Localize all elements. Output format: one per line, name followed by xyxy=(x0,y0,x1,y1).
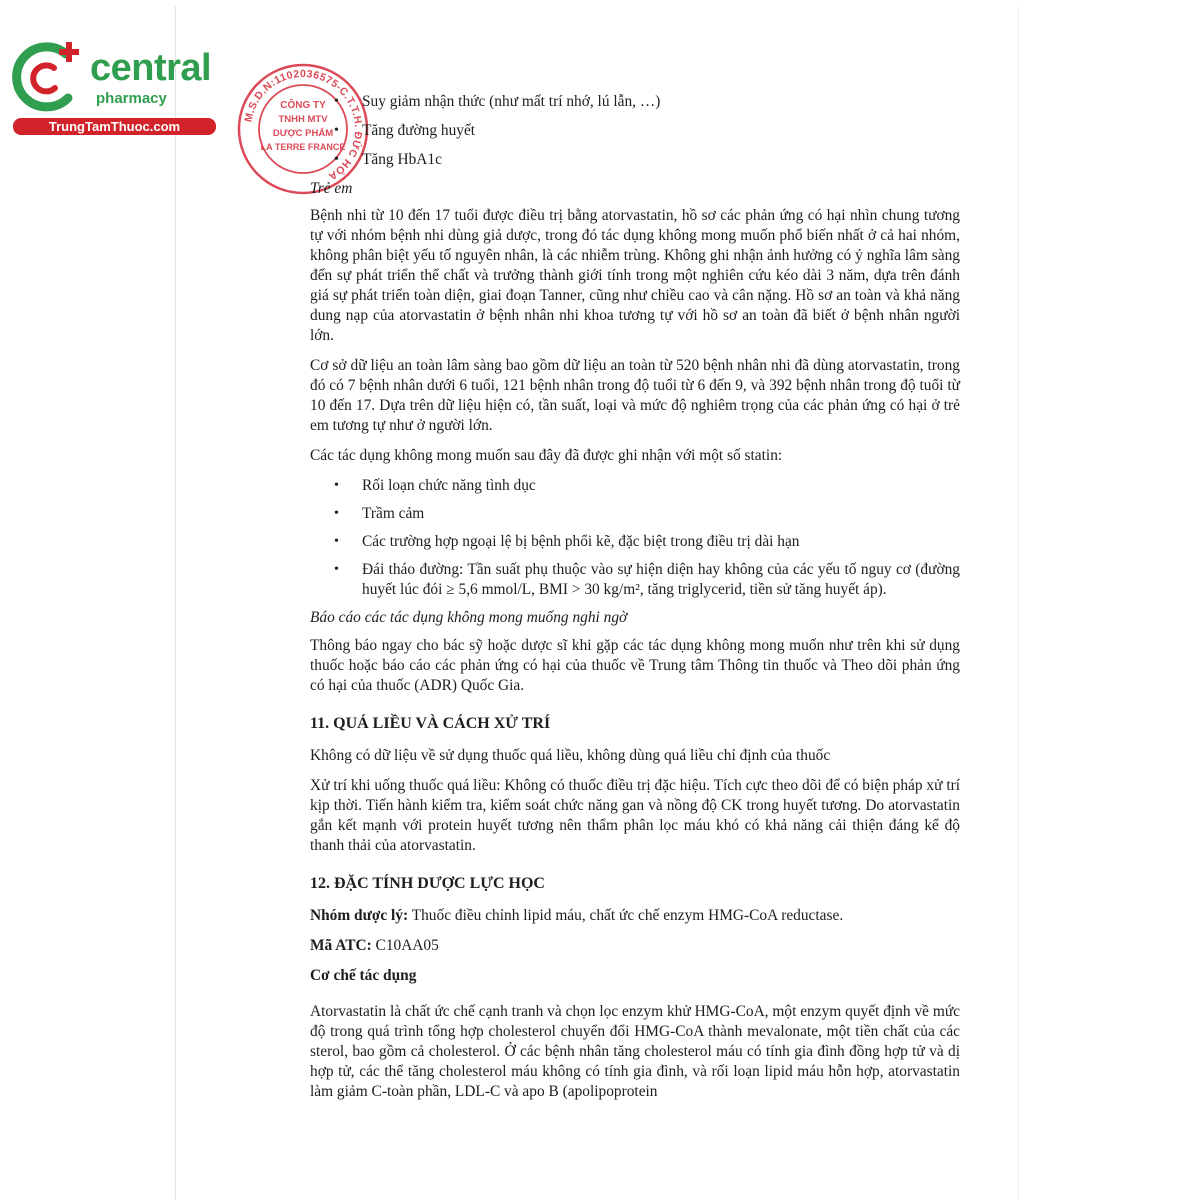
stamp-line-4: LA TERRE FRANCE xyxy=(260,142,346,152)
children-heading: Trẻ em xyxy=(310,180,353,197)
list-item: • Rối loạn chức năng tình dục xyxy=(310,476,960,496)
pharmacological-group xyxy=(310,906,960,926)
stamp-ring-text: M.S.D.N:1102036575-C.T.T.H. ĐỨC HÒA xyxy=(242,67,365,183)
adverse-effects-list xyxy=(310,92,960,170)
list-item: • Đái tháo đường: Tần suất phụ thuộc vào sự hiện diện hay không của các yếu tố nguy cơ (đường huyết lúc đói ≥ 5,6 mmol/L, BMI > 30 kg/m², tăng triglycerid, tiền sử tăng huyết áp). xyxy=(310,560,960,600)
logo-mark-icon xyxy=(8,40,90,118)
list-item: • Suy giảm nhận thức (như mất trí nhớ, lú lẫn, …) xyxy=(310,92,960,112)
atc-label: Mã ATC: xyxy=(310,937,372,954)
stamp-line-3: DƯỢC PHẨM xyxy=(272,128,334,139)
stamp-line-1: CÔNG TY xyxy=(280,100,326,111)
atc-code xyxy=(310,936,960,956)
logo-subtitle: pharmacy xyxy=(96,90,167,107)
children-paragraph-3: Các tác dụng không mong muốn sau đây đã được ghi nhận với một số statin: xyxy=(310,447,783,464)
report-paragraph: Thông báo ngay cho bác sỹ hoặc dược sĩ khi gặp các tác dụng không mong muốn như trên khi sử dụng thuốc hoặc báo cáo các phản ứng có hại của thuốc về Trung tâm Thông tin thuốc và Theo dõi phản ứng có hại của thuốc (ADR) Quốc Gia. xyxy=(310,637,960,694)
section-11-paragraph-1: Không có dữ liệu về sử dụng thuốc quá liều, không dùng quá liều chỉ định của thuốc xyxy=(310,747,831,764)
list-item: • Tăng HbA1c xyxy=(310,150,960,170)
statin-effects-list xyxy=(310,476,960,600)
atc-value: C10AA05 xyxy=(371,937,439,954)
stamp-line-2: TNHH MTV xyxy=(278,114,328,125)
central-pharmacy-logo[interactable] xyxy=(8,40,218,135)
section-11-paragraph-2: Xử trí khi uống thuốc quá liều: Không có thuốc điều trị đặc hiệu. Tích cực theo dõi để có biện pháp xử trí kịp thời. Tiến hành kiểm tra, kiểm soát chức năng gan và nồng độ CK trong huyết tương. Do atorvastatin gắn kết mạnh với protein huyết tương nên thẩm phân lọc máu khó có khả năng cải thiện đáng kể độ thanh thải của atorvastatin. xyxy=(310,777,960,854)
list-item: • Tăng đường huyết xyxy=(310,121,960,141)
document-content xyxy=(310,92,960,1112)
mechanism-heading: Cơ chế tác dụng xyxy=(310,967,417,984)
report-heading: Báo cáo các tác dụng không mong muống nghi ngờ xyxy=(310,609,628,626)
section-12-heading: 12. ĐẶC TÍNH DƯỢC LỰC HỌC xyxy=(310,875,545,892)
section-11-heading: 11. QUÁ LIỀU VÀ CÁCH XỬ TRÍ xyxy=(310,715,551,732)
children-paragraph-1: Bệnh nhi từ 10 đến 17 tuổi được điều trị bằng atorvastatin, hồ sơ các phản ứng có hại nhìn chung tương tự với nhóm bệnh nhi dùng giả dược, trong đó tác dụng không mong muốn phổ biến nhất ở cả hai nhóm, không phân biệt yếu tố nguyên nhân, là các nhiễm trùng. Không ghi nhận ảnh hưởng có ý nghĩa lâm sàng đến sự phát triển thể chất và trưởng thành giới tính trong một nghiên cứu kéo dài 3 năm, dựa trên đánh giá sự phát triển toàn diện, giai đoạn Tanner, cũng như chiều cao và cân nặng. Hồ sơ an toàn và khả năng dung nạp của atorvastatin ở bệnh nhân nhi khoa tương tự với hồ sơ an toàn đã biết ở bệnh nhân người lớn. xyxy=(310,207,960,344)
list-item: • Các trường hợp ngoại lệ bị bệnh phổi kẽ, đặc biệt trong điều trị dài hạn xyxy=(310,532,960,552)
group-label: Nhóm dược lý: xyxy=(310,907,409,924)
logo-site-link[interactable]: TrungTamThuoc.com xyxy=(13,118,216,135)
logo-brand: central xyxy=(90,47,212,89)
children-paragraph-2: Cơ sở dữ liệu an toàn lâm sàng bao gồm dữ liệu an toàn từ 520 bệnh nhân nhi đã dùng atorvastatin, trong đó có 7 bệnh nhân dưới 6 tuổi, 121 bệnh nhân trong độ tuổi từ 6 đến 9, và 392 bệnh nhân trong độ tuổi từ 10 đến 17. Dựa trên dữ liệu hiện có, tần suất, loại và mức độ nghiêm trọng của các phản ứng có hại ở trẻ em tương tự như ở người lớn. xyxy=(310,357,960,434)
list-item: • Trầm cảm xyxy=(310,504,960,524)
group-value: Thuốc điều chỉnh lipid máu, chất ức chế enzym HMG-CoA reductase. xyxy=(408,907,844,924)
mechanism-paragraph: Atorvastatin là chất ức chế cạnh tranh và chọn lọc enzym khử HMG-CoA, một enzym quyết định về mức độ trong quá trình tổng hợp cholesterol chuyển đổi HMG-CoA thành mevalonate, một tiền chất của các sterol, bao gồm cả cholesterol. Ở các bệnh nhân tăng cholesterol máu có tính gia đình đồng hợp tử và dị hợp tử, các thể tăng cholesterol máu không có tính gia đình, và rối loạn lipid máu hỗn hợp, atorvastatin làm giảm C-toàn phần, LDL-C và apo B (apolipoprotein xyxy=(310,1003,960,1100)
